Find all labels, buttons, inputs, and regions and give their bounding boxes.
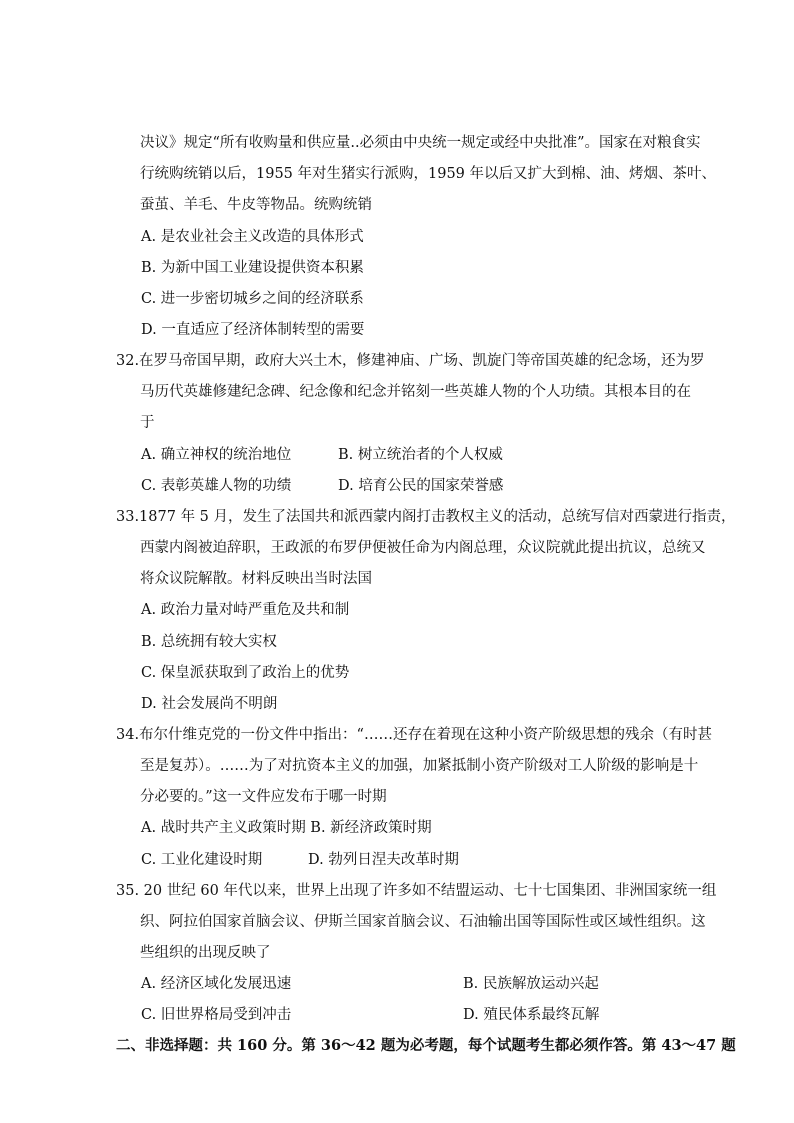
q34-line-1: 34.布尔什维克党的一份文件中指出：“……还存在着现在这种小资产阶级思想的残余（有时甚: [116, 727, 712, 743]
q32-line-2: 马历代英雄修建纪念碑、纪念像和纪念并铭刻一些英雄人物的个人功绩。其根本目的在: [140, 384, 691, 400]
q31-line-2: 行统购统销以后，1955 年对生猪实行派购，1959 年以后又扩大到棉、油、烤烟、茶叶、: [140, 166, 717, 182]
q35-option-d: D. 殖民体系最终瓦解: [463, 1007, 600, 1023]
q33-line-1: 33.1877 年 5 月，发生了法国共和派西蒙内阁打击教权主义的活动，总统写信对西蒙进行指责，: [116, 509, 736, 525]
q32-option-a: A. 确立神权的统治地位: [141, 447, 292, 463]
q32-option-d: D. 培育公民的国家荣誉感: [338, 478, 504, 494]
q34-option-ab: A. 战时共产主义政策时期 B. 新经济政策时期: [141, 820, 432, 836]
q31-option-a: A. 是农业社会主义改造的具体形式: [141, 229, 364, 245]
q33-line-2: 西蒙内阁被迫辞职，王政派的布罗伊便被任命为内阁总理，众议院就此提出抗议，总统又: [140, 540, 706, 556]
q35-option-c: C. 旧世界格局受到冲击: [141, 1007, 292, 1023]
q35-option-a: A. 经济区域化发展迅速: [141, 976, 292, 992]
q31-option-c: C. 进一步密切城乡之间的经济联系: [141, 291, 364, 307]
q31-option-d: D. 一直适应了经济体制转型的需要: [141, 322, 365, 338]
section-2-heading: 二、非选择题：共 160 分。第 36～42 题为必考题，每个试题考生都必须作答。第 43～47 题: [116, 1037, 736, 1054]
q31-option-b: B. 为新中国工业建设提供资本积累: [141, 260, 364, 276]
q32-line-1: 32.在罗马帝国早期，政府大兴土木，修建神庙、广场、凯旋门等帝国英雄的纪念场，还为罗: [116, 353, 705, 369]
q32-option-c: C. 表彰英雄人物的功绩: [141, 478, 292, 494]
q31-line-1: 决议》规定“所有收购量和供应量..必须由中央统一规定或经中央批准”。国家在对粮食实: [140, 135, 701, 151]
q33-option-b: B. 总统拥有较大实权: [141, 634, 277, 650]
q33-option-d: D. 社会发展尚不明朗: [141, 696, 278, 712]
q33-line-3: 将众议院解散。材料反映出当时法国: [140, 571, 372, 587]
q34-line-3: 分必要的。”这一文件应发布于哪一时期: [140, 789, 387, 805]
q35-line-3: 些组织的出现反映了: [140, 945, 271, 961]
q32-option-b: B. 树立统治者的个人权威: [338, 447, 503, 463]
q31-line-3: 蚕茧、羊毛、牛皮等物品。统购统销: [140, 197, 372, 213]
q35-option-b: B. 民族解放运动兴起: [463, 976, 599, 992]
q34-option-c: C. 工业化建设时期: [141, 852, 263, 868]
q34-line-2: 至是复苏）。……为了对抗资本主义的加强，加紧抵制小资产阶级对工人阶级的影响是十: [140, 758, 699, 774]
q34-option-d: D. 勃列日涅夫改革时期: [308, 852, 459, 868]
q33-option-c: C. 保皇派获取到了政治上的优势: [141, 665, 350, 681]
q33-option-a: A. 政治力量对峙严重危及共和制: [141, 602, 350, 618]
q35-line-1: 35. 20 世纪 60 年代以来，世界上出现了许多如不结盟运动、七十七国集团、非洲国家统一组: [116, 883, 717, 899]
q35-line-2: 织、阿拉伯国家首脑会议、伊斯兰国家首脑会议、石油输出国等国际性或区域性组织。这: [140, 914, 706, 930]
q32-line-3: 于: [140, 415, 155, 431]
